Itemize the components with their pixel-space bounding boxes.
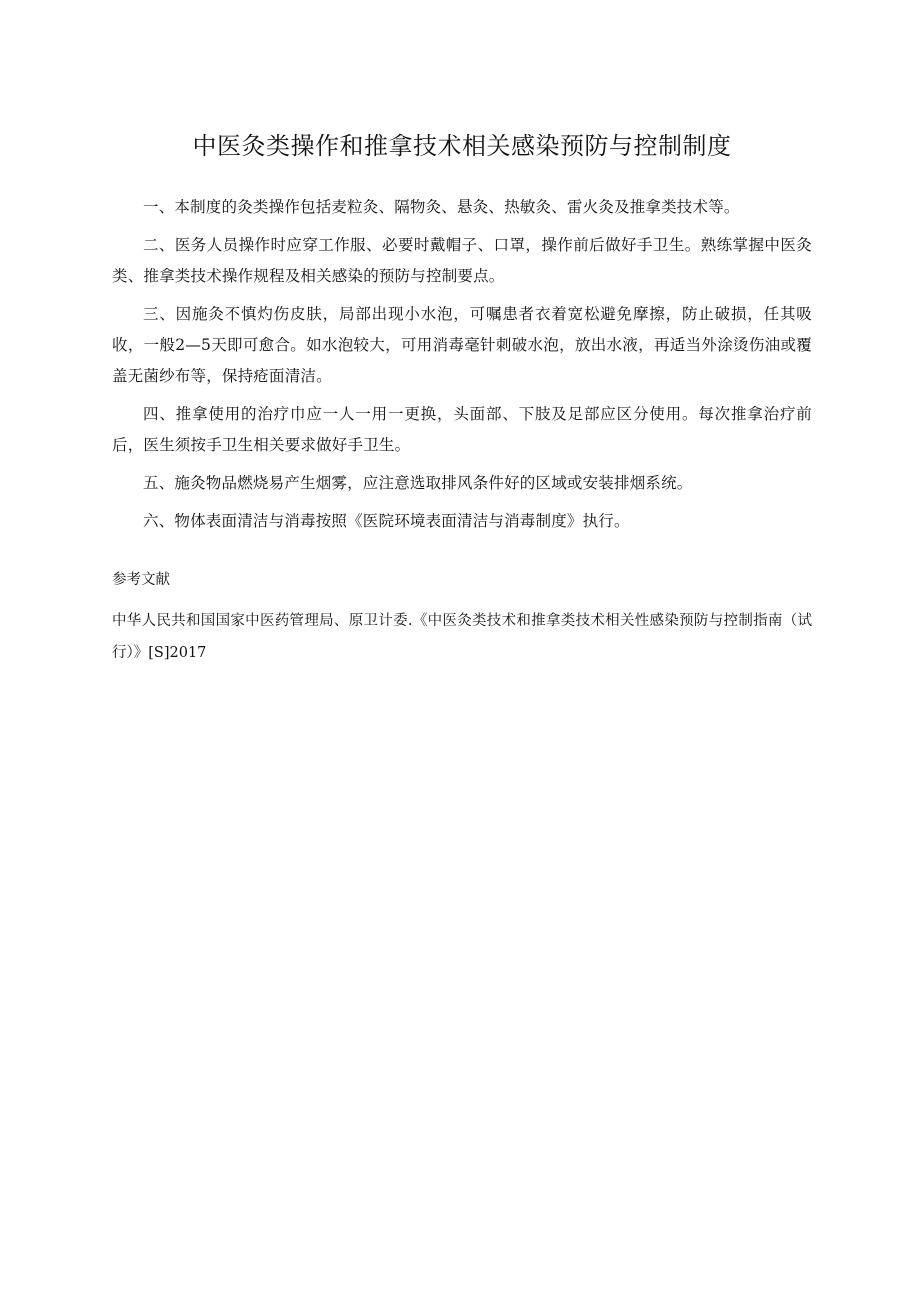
document-page: [112, 126, 812, 669]
paragraph-4: 四、推拿使用的治疗巾应一人一用一更换，头面部、下肢及足部应区分使用。每次推拿治疗前后，医生须按手卫生相关要求做好手卫生。: [112, 405, 812, 454]
references-section: [112, 565, 812, 669]
paragraph-6: 六、物体表面清洁与消毒按照《医院环境表面清洁与消毒制度》执行。: [143, 512, 630, 530]
paragraph-3: 三、因施灸不慎灼伤皮肤，局部出现小水泡，可嘱患者衣着宽松避免摩擦，防止破损，任其吸收，一般2—5天即可愈合。如水泡较大，可用消毒毫针刺破水泡，放出水液，再适当外涂烫伤油或覆盖无菌纱布等，保持疮面清洁。: [112, 305, 812, 385]
document-title: 中医灸类操作和推拿技术相关感染预防与控制制度: [192, 132, 732, 160]
references-heading: 参考文献: [112, 572, 170, 588]
paragraph-1: 一、本制度的灸类操作包括麦粒灸、隔物灸、悬灸、热敏灸、雷火灸及推拿类技术等。: [143, 198, 740, 216]
paragraph-2: 二、医务人员操作时应穿工作服、必要时戴帽子、口罩，操作前后做好手卫生。熟练掌握中医灸类、推拿类技术操作规程及相关感染的预防与控制要点。: [112, 236, 812, 285]
reference-item: 中华人民共和国国家中医药管理局、原卫计委.《中医灸类技术和推拿类技术相关性感染预防与控制指南（试行）》[S]2017: [112, 613, 812, 661]
paragraph-5: 五、施灸物品燃烧易产生烟雾，应注意选取排风条件好的区域或安装排烟系统。: [143, 474, 693, 492]
